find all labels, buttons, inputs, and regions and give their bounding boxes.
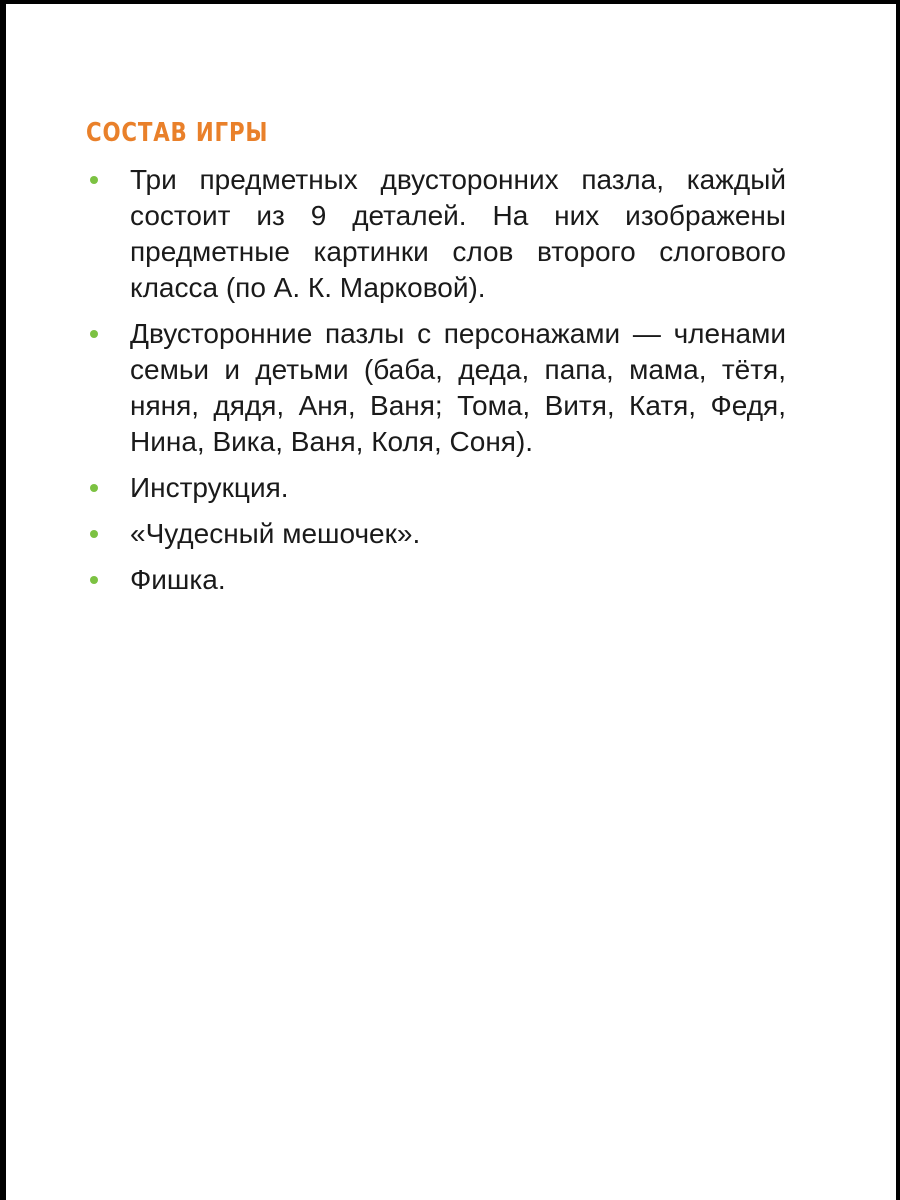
bullet-icon (90, 330, 98, 338)
list-item (86, 562, 786, 598)
list-item (86, 316, 786, 460)
list-item (86, 162, 786, 306)
contents-list (86, 162, 786, 608)
list-item-text: «Чудесный мешочек». (130, 518, 421, 549)
list-item-text: Двусторонние пазлы с персонажами — членами семьи и детьми (баба, деда, папа, мама, тётя, няня, дядя, Аня, Ваня; Тома, Витя, Катя, Федя, Нина, Вика, Ваня, Коля, Соня). (130, 318, 786, 457)
bullet-icon (90, 484, 98, 492)
list-item-text: Фишка. (130, 564, 226, 595)
bullet-icon (90, 576, 98, 584)
list-item-text: Инструкция. (130, 472, 289, 503)
bullet-icon (90, 176, 98, 184)
bullet-icon (90, 530, 98, 538)
list-item (86, 516, 786, 552)
list-item-text: Три предметных двусторонних пазла, каждый состоит из 9 деталей. На них изображены предметные картинки слов второго слогового класса (по А. К. Марковой). (130, 164, 786, 303)
section-heading: СОСТАВ ИГРЫ (86, 118, 269, 148)
document-page (6, 4, 896, 1200)
list-item (86, 470, 786, 506)
